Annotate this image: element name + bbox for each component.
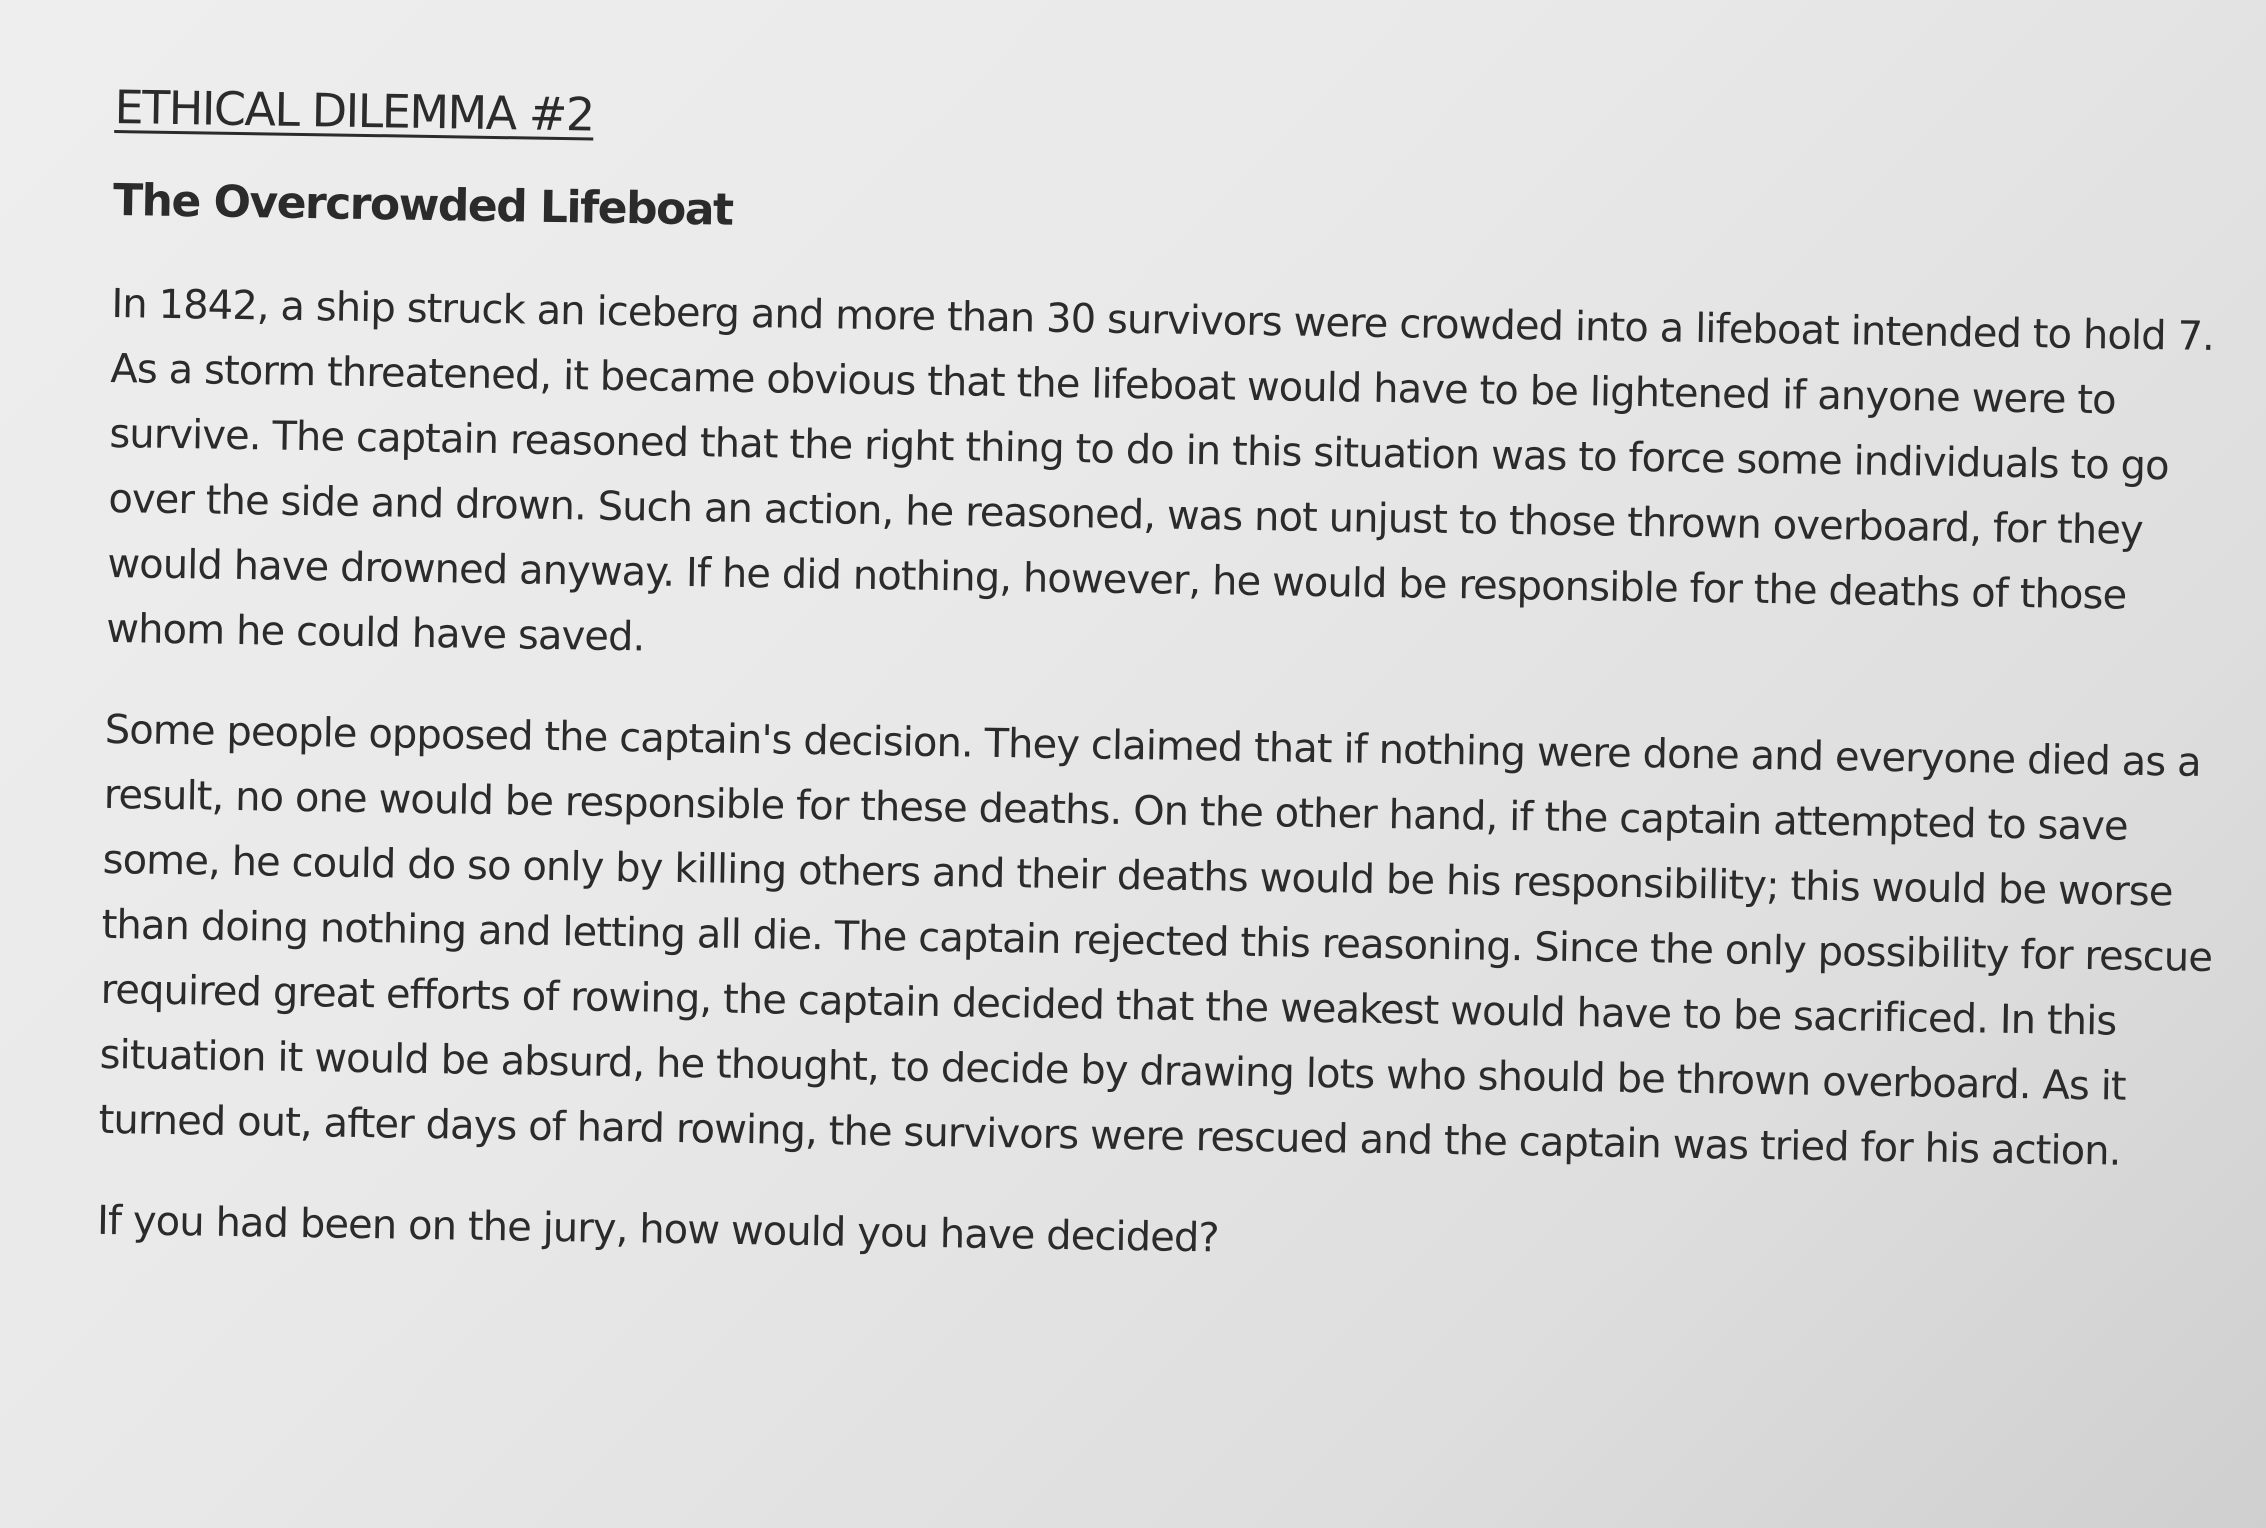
paragraph-scenario: In 1842, a ship struck an iceberg and more than 30 survivors were crowded into a lifeboat intended to hold 7. As a storm threatened, it became obvious that the lifeboat would have to be lightened if anyone were to survive. The captain reasoned that the right thing to do in this situation was to force some individuals to go over the side and drown. Such an action, he reasoned, was not unjust to those thrown overboard, for they would have drowned anyway. If he did nothing, however, he would be responsible for the deaths of those whom he could have saved.: [106, 280, 2215, 661]
document-title: ETHICAL DILEMMA #2: [114, 80, 595, 142]
document-content: [97, 80, 2245, 1287]
document-subtitle: The Overcrowded Lifeboat: [112, 175, 733, 236]
jury-question: If you had been on the jury, how would you have decided?: [96, 1197, 1220, 1262]
paragraph-opposition: Some people opposed the captain's decision. They claimed that if nothing were done and everyone died as a result, no one would be responsible for these deaths. On the other hand, if the captain attempted to save some, he could do so only by killing others and their deaths would be his responsibility; this would be worse than doing nothing and letting all die. The captain rejected this reasoning. Since the only possibility for rescue required great efforts of rowing, the captain decided that the weakest would have to be sacrificed. In this situation it would be absurd, he thought, to decide by drawing lots who should be thrown overboard. As it turned out, after days of hard rowing, the survivors were rescued and the captain was tried for his action.: [98, 706, 2213, 1175]
